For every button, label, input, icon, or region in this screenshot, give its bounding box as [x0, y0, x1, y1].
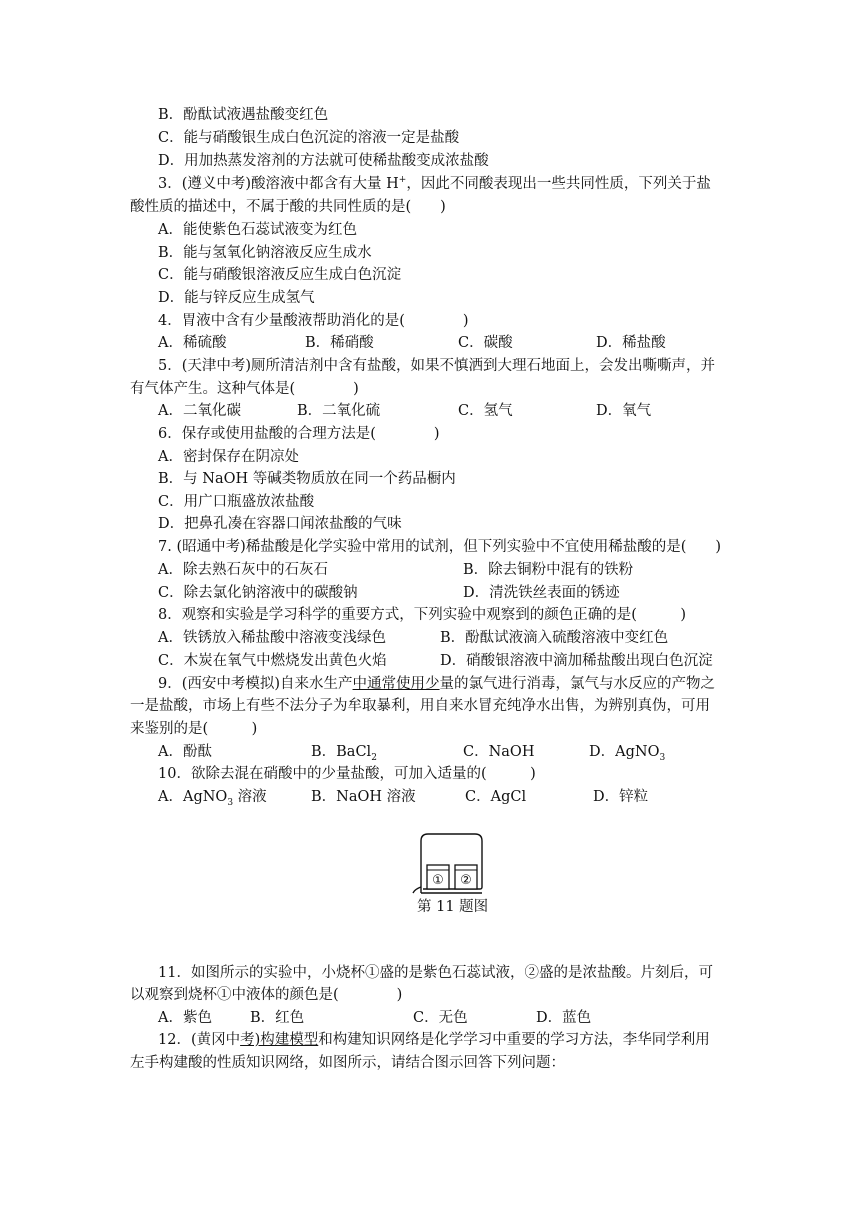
q8-option-b: B．酚酞试液滴入硫酸溶液中变红色	[440, 630, 669, 646]
q2-option-c: C．能与硝酸银生成白色沉淀的溶液一定是盐酸	[158, 130, 460, 146]
bell-jar-figure	[411, 831, 493, 895]
q3-option-b: B．能与氢氧化钠溶液反应生成水	[158, 245, 372, 261]
q6-option-d: D．把鼻孔凑在容器口闻浓盐酸的气味	[158, 516, 402, 532]
q3-option-c: C．能与硝酸银溶液反应生成白色沉淀	[158, 267, 402, 283]
q9-option-d-text: D．AgNO	[589, 744, 660, 760]
q12-stem-line1	[158, 1029, 710, 1051]
q6-option-a: A．密封保存在阴凉处	[158, 449, 299, 465]
q9-stem-text-a: 9．(西安中考模拟)自来水生产	[158, 676, 353, 692]
q9-stem-line1	[158, 673, 715, 695]
q6-stem: 6．保存或使用盐酸的合理方法是( )	[158, 426, 440, 442]
q12-underlined-text: 考)构建模型	[240, 1032, 319, 1048]
q11-option-d: D．蓝色	[536, 1010, 592, 1026]
q5-option-a: A．二氧化碳	[158, 403, 241, 419]
q10-option-a-subscript: 3	[227, 797, 234, 808]
q11-option-b: B．红色	[250, 1010, 305, 1026]
q3-superscript: +	[398, 175, 407, 186]
q9-option-b-subscript: 2	[371, 752, 377, 763]
q3-stem-text-a: 3．(遵义中考)酸溶液中都含有大量 H	[158, 176, 399, 192]
q9-option-d-subscript: 3	[659, 752, 666, 763]
q10-option-a-text: A．AgNO	[158, 789, 228, 805]
q11-option-c: C．无色	[413, 1010, 468, 1026]
q4-option-b: B．稀硝酸	[305, 335, 374, 351]
q9-stem-text-b: 量的氯气进行消毒，氯气与水反应的产物之	[439, 676, 716, 692]
beaker-2-label: ②	[460, 873, 472, 888]
q10-option-b: B．NaOH 溶液	[311, 789, 416, 805]
q9-underlined-text: 中通常使用少	[352, 676, 440, 692]
q10-option-d: D．锌粒	[593, 789, 649, 805]
q8-option-a: A．铁锈放入稀盐酸中溶液变浅绿色	[158, 630, 386, 646]
q10-option-a	[158, 786, 267, 808]
q3-stem-line1	[158, 173, 711, 195]
beaker-1-label: ①	[432, 873, 444, 888]
q10-stem: 10．欲除去混在硝酸中的少量盐酸，可加入适量的( )	[158, 766, 536, 782]
q4-option-c: C．碳酸	[458, 335, 513, 351]
q9-option-d	[589, 741, 665, 763]
q2-option-b: B．酚酞试液遇盐酸变红色	[158, 107, 329, 123]
q12-stem-text-a: 12．(黄冈中	[158, 1032, 241, 1048]
q7-option-c: C．除去氯化钠溶液中的碳酸钠	[158, 585, 358, 601]
q5-option-d: D．氧气	[596, 403, 652, 419]
q11-stem-line1: 11．如图所示的实验中，小烧杯①盛的是紫色石蕊试液，②盛的是浓盐酸。片刻后，可	[158, 965, 713, 981]
q7-option-b: B．除去铜粉中混有的铁粉	[463, 562, 634, 578]
q5-stem-line1: 5．(天津中考)厕所清洁剂中含有盐酸，如果不慎洒到大理石地面上，会发出嘶嘶声，并	[158, 358, 716, 374]
q3-option-a: A．能使紫色石蕊试液变为红色	[158, 222, 357, 238]
q8-option-d: D．硝酸银溶液中滴加稀盐酸出现白色沉淀	[440, 653, 713, 669]
q12-stem-line2: 左手构建酸的性质知识网络，如图所示，请结合图示回答下列问题：	[130, 1055, 565, 1071]
q12-stem-text-b: 和构建知识网络是化学学习中重要的学习方法，李华同学利用	[318, 1032, 710, 1048]
q9-option-c: C．NaOH	[463, 744, 535, 760]
q9-stem-line3: 来鉴别的是( )	[130, 721, 258, 737]
q5-option-b: B．二氧化硫	[297, 403, 381, 419]
q8-option-c: C．木炭在氧气中燃烧发出黄色火焰	[158, 653, 387, 669]
q4-stem: 4．胃液中含有少量酸液帮助消化的是( )	[158, 313, 469, 329]
q3-option-d: D．能与锌反应生成氢气	[158, 290, 315, 306]
bell-jar-lip	[413, 887, 421, 893]
figure-caption: 第 11 题图	[417, 899, 489, 915]
q7-stem: 7. (昭通中考)稀盐酸是化学实验中常用的试剂，但下列实验中不宜使用稀盐酸的是( )	[158, 539, 722, 555]
q3-stem-line2: 酸性质的描述中，不属于酸的共同性质的是( )	[130, 199, 446, 215]
q6-option-c: C．用广口瓶盛放浓盐酸	[158, 494, 315, 510]
q4-option-a: A．稀硫酸	[158, 335, 227, 351]
q9-stem-line2: 一是盐酸，市场上有些不法分子为牟取暴利，用自来水冒充纯净水出售，为辨别真伪，可用	[130, 698, 710, 714]
q7-option-d: D．清洗铁丝表面的锈迹	[463, 585, 620, 601]
q9-option-b-text: B．BaCl	[311, 744, 372, 760]
q11-stem-line2: 以观察到烧杯①中液体的颜色是( )	[130, 987, 403, 1003]
q2-option-d: D．用加热蒸发溶剂的方法就可使稀盐酸变成浓盐酸	[158, 153, 489, 169]
q7-option-a: A．除去熟石灰中的石灰石	[158, 562, 328, 578]
q6-option-b: B．与 NaOH 等碱类物质放在同一个药品橱内	[158, 471, 456, 487]
q11-option-a: A．紫色	[158, 1010, 212, 1026]
q5-stem-line2: 有气体产生。这种气体是( )	[130, 381, 359, 397]
q8-stem: 8．观察和实验是学习科学的重要方式，下列实验中观察到的颜色正确的是( )	[158, 607, 687, 623]
q10-option-c: C．AgCl	[465, 789, 527, 805]
q4-option-d: D．稀盐酸	[596, 335, 666, 351]
q9-option-b	[311, 741, 377, 763]
q5-option-c: C．氢气	[458, 403, 513, 419]
q9-option-a: A．酚酞	[158, 744, 212, 760]
q10-option-a-suffix: 溶液	[233, 789, 267, 805]
q3-stem-text-b: ，因此不同酸表现出一些共同性质，下列关于盐	[406, 176, 711, 192]
